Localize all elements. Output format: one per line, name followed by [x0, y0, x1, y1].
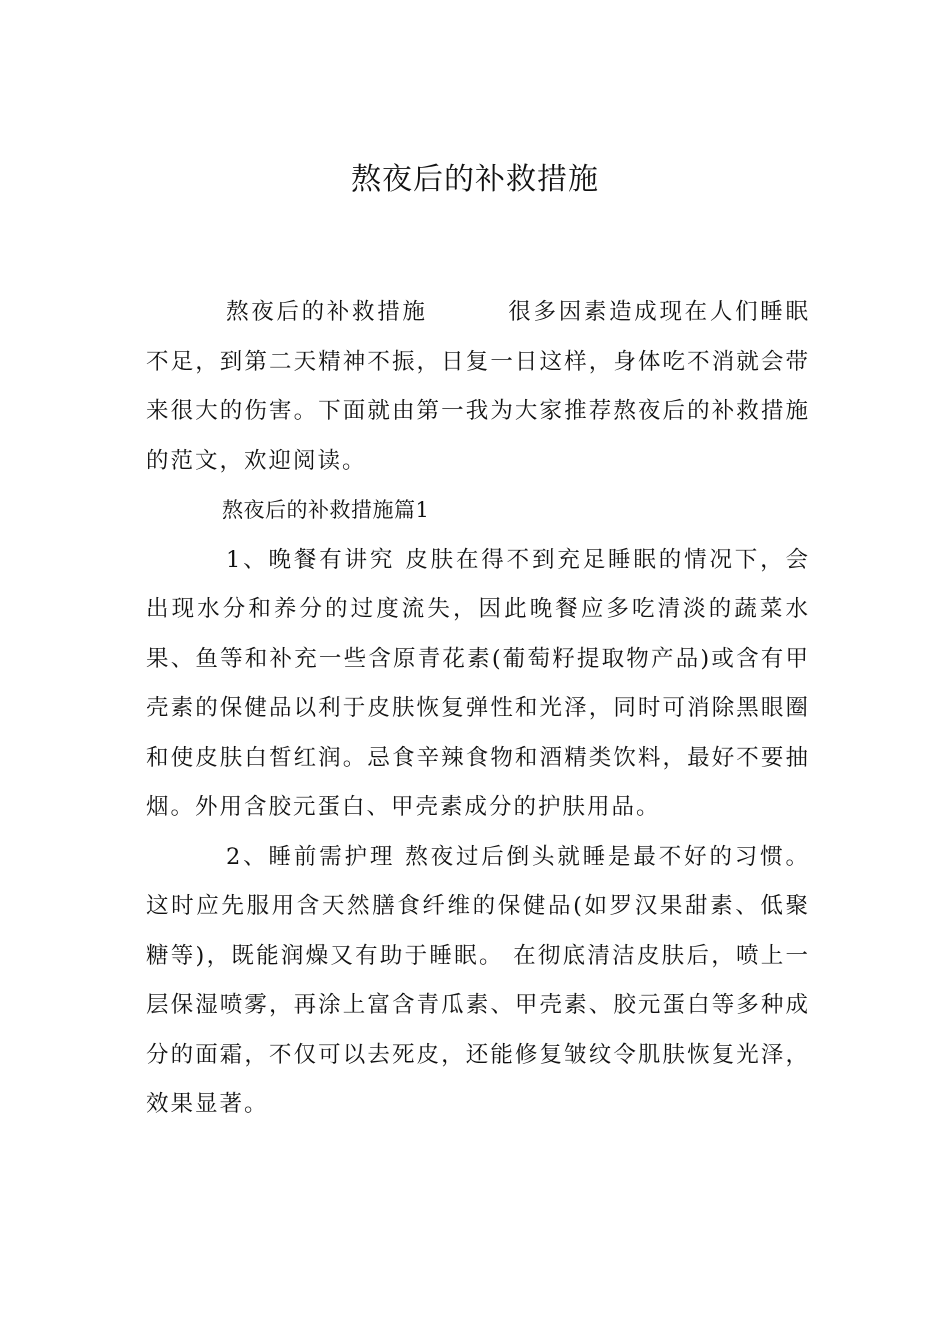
document-title: 熬夜后的补救措施: [351, 162, 599, 197]
item-1-paragraph: 1、晚餐有讲究 皮肤在得不到充足睡眠的情况下，会出现水分和养分的过度流失，因此晚餐应多吃清淡的蔬菜水果、鱼等和补充一些含原青花素(葡萄籽提取物产品)或含有甲壳素的保健品以利于皮肤恢复弹性和光泽，同时可消除黑眼圈和使皮肤白皙红润。忌食辛辣食物和酒精类饮料，最好不要抽烟。外用含胶元蛋白、甲壳素成分的护肤用品。: [146, 546, 810, 820]
intro-lead: 熬夜后的补救措施: [226, 299, 428, 325]
document-body: [146, 288, 810, 1130]
section-heading: 熬夜后的补救措施篇1: [222, 498, 430, 522]
item-2-paragraph: 2、睡前需护理 熬夜过后倒头就睡是最不好的习惯。这时应先服用含天然膳食纤维的保健品(如罗汉果甜素、低聚糖等)，既能润燥又有助于睡眠。 在彻底清洁皮肤后，喷上一层保湿喷雾，再涂上富含青瓜素、甲壳素、胶元蛋白等多种成分的面霜，不仅可以去死皮，还能修复皱纹令肌肤恢复光泽，效果显著。: [146, 843, 810, 1117]
intro-text: 很多因素造成现在人们睡眠不足，到第二天精神不振，日复一日这样，身体吃不消就会带来很大的伤害。下面就由第一我为大家推荐熬夜后的补救措施的范文，欢迎阅读。: [146, 299, 810, 474]
intro-paragraph: [146, 288, 810, 486]
